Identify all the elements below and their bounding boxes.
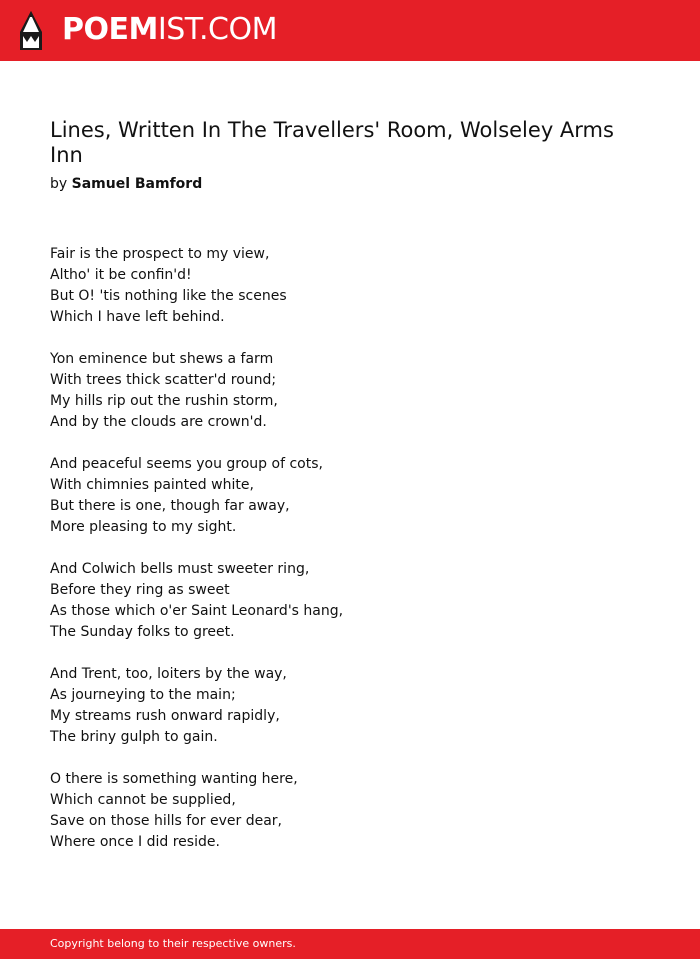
poem-line: Where once I did reside.: [50, 834, 220, 850]
stanza: [50, 349, 650, 433]
poem-line: But there is one, though far away,: [50, 498, 290, 514]
poem-line: O there is something wanting here,: [50, 771, 298, 787]
poem-line: As journeying to the main;: [50, 687, 236, 703]
poem-line: And Colwich bells must sweeter ring,: [50, 561, 310, 577]
poem-line: Before they ring as sweet: [50, 582, 230, 598]
poem-line: And Trent, too, loiters by the way,: [50, 666, 287, 682]
poem-line: Yon eminence but shews a farm: [50, 351, 274, 367]
poem-line: Save on those hills for ever dear,: [50, 813, 282, 829]
poem-line: Fair is the prospect to my view,: [50, 246, 270, 262]
poem-line: And by the clouds are crown'd.: [50, 414, 267, 430]
poem-line: As those which o'er Saint Leonard's hang,: [50, 603, 344, 619]
stanza: [50, 454, 650, 538]
poem-line: With chimnies painted white,: [50, 477, 254, 493]
pencil-icon[interactable]: [18, 10, 44, 51]
poem-body: [50, 244, 650, 874]
logo-light-text: IST.COM: [157, 12, 277, 47]
stanza: [50, 769, 650, 853]
author-name: Samuel Bamford: [71, 176, 203, 192]
poem-line: Which I have left behind.: [50, 309, 225, 325]
stanza: [50, 244, 650, 328]
poem-line: But O! 'tis nothing like the scenes: [50, 288, 287, 304]
logo-bold-text: POEM: [62, 12, 158, 47]
by-label: by: [50, 176, 68, 192]
poem-line: More pleasing to my sight.: [50, 519, 237, 535]
stanza: [50, 559, 650, 643]
site-logo[interactable]: [62, 13, 277, 47]
site-header: [0, 0, 700, 61]
poem-line: My hills rip out the rushin storm,: [50, 393, 278, 409]
poem-line: Which cannot be supplied,: [50, 792, 236, 808]
poem-line: My streams rush onward rapidly,: [50, 708, 280, 724]
site-footer: [0, 929, 700, 959]
poem-line: Altho' it be confin'd!: [50, 267, 192, 283]
poem-line: The Sunday folks to greet.: [50, 624, 235, 640]
byline: [50, 174, 202, 194]
poem-line: The briny gulph to gain.: [50, 729, 218, 745]
poem-line: And peaceful seems you group of cots,: [50, 456, 323, 472]
poem-line: With trees thick scatter'd round;: [50, 372, 277, 388]
poem-title: Lines, Written In The Travellers' Room, Wolseley Arms Inn: [50, 118, 614, 167]
copyright-text: Copyright belong to their respective owners.: [50, 937, 296, 950]
stanza: [50, 664, 650, 748]
